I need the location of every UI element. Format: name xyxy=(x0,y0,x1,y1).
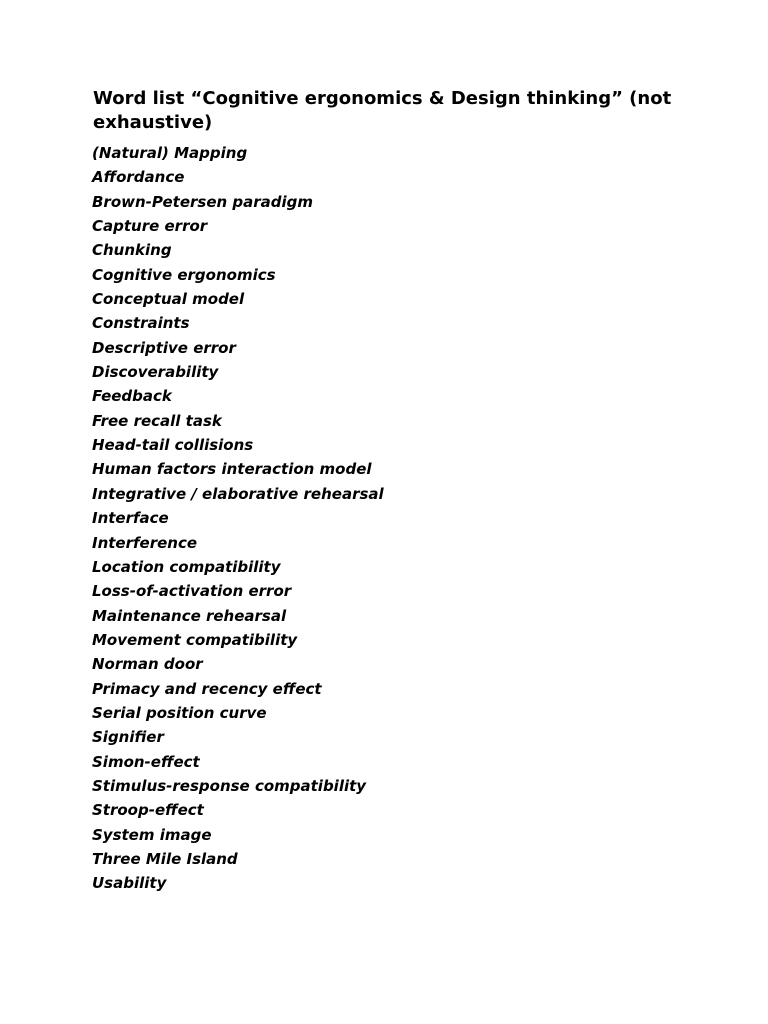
list-item: Feedback xyxy=(92,387,172,406)
list-item: Cognitive ergonomics xyxy=(92,265,276,284)
list-item: Human factors interaction model xyxy=(92,460,372,479)
list-item: Constraints xyxy=(92,314,190,333)
list-item: Movement compatibility xyxy=(92,630,298,649)
list-item: Primacy and recency effect xyxy=(92,679,322,698)
list-item: Interference xyxy=(92,533,198,552)
page-title: Word list “Cognitive ergonomics & Design thinking” (not exhaustive) xyxy=(93,88,672,133)
list-item: Simon-effect xyxy=(92,752,200,771)
list-item: Signifier xyxy=(92,728,164,747)
list-item: Interface xyxy=(92,509,169,528)
list-item: Affordance xyxy=(92,168,185,187)
list-item: Loss-of-activation error xyxy=(92,582,292,601)
list-item: System image xyxy=(92,825,212,844)
list-item: Three Mile Island xyxy=(92,849,238,868)
list-item: Capture error xyxy=(92,217,208,236)
list-item: Norman door xyxy=(92,655,203,674)
list-item: Maintenance rehearsal xyxy=(92,606,287,625)
list-item: Discoverability xyxy=(92,363,219,382)
list-item: Location compatibility xyxy=(92,557,281,576)
word-list xyxy=(92,141,384,896)
list-item: Stimulus-response compatibility xyxy=(92,776,367,795)
list-item: Descriptive error xyxy=(92,338,236,357)
list-item: Usability xyxy=(92,874,167,893)
list-item: Stroop-effect xyxy=(92,801,204,820)
list-item: Conceptual model xyxy=(92,290,245,309)
list-item: Integrative / elaborative rehearsal xyxy=(92,484,384,503)
list-item: Brown-Petersen paradigm xyxy=(92,192,314,211)
list-item: Chunking xyxy=(92,241,172,260)
list-item: (Natural) Mapping xyxy=(92,144,248,162)
list-item: Free recall task xyxy=(92,411,222,430)
list-item: Head-tail collisions xyxy=(92,436,254,455)
list-item: Serial position curve xyxy=(92,703,267,722)
